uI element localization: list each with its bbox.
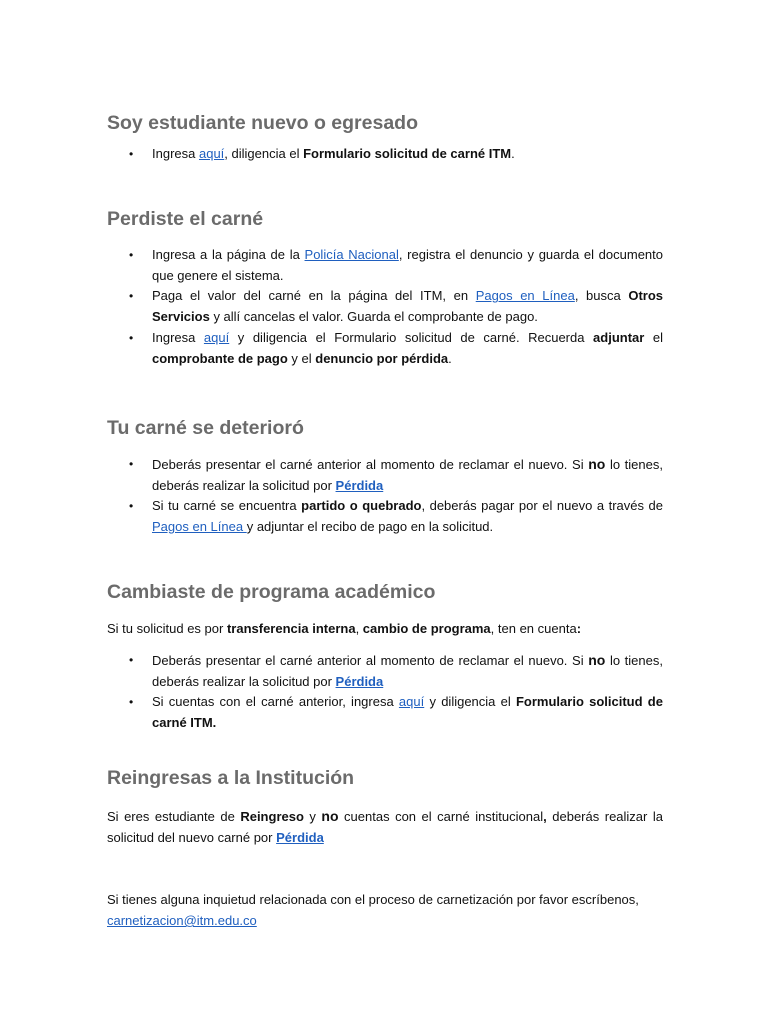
perdida-link[interactable]: Pérdida bbox=[276, 830, 324, 845]
perdida-link[interactable]: Pérdida bbox=[335, 673, 384, 689]
reingreso-paragraph: Si eres estudiante de Reingreso y no cuentas con el carné institucional, deberás realizar la solicitud del nuevo carné por Pérdida bbox=[107, 808, 663, 845]
email-link[interactable]: carnetizacion@itm.edu.co bbox=[107, 913, 257, 928]
pagos-en-linea-link[interactable]: Pagos en Línea bbox=[475, 288, 575, 304]
heading-carne-deteriorado: Tu carné se deterioró bbox=[107, 417, 304, 439]
cambio-programa-intro: Si tu solicitud es por transferencia interna, cambio de programa, ten en cuenta: bbox=[107, 621, 582, 636]
heading-reingreso: Reingresas a la Institución bbox=[107, 767, 355, 789]
pagos-en-linea-link[interactable]: Pagos en Línea bbox=[152, 519, 247, 535]
contact-paragraph: Si tienes alguna inquietud relacionada con el proceso de carnetización por favor escríbenos, carnetizacion@itm.edu.co bbox=[107, 892, 639, 928]
aqui-link[interactable]: aquí bbox=[203, 329, 230, 345]
bullet-icon: • bbox=[129, 248, 134, 262]
bullet-icon: • bbox=[129, 499, 134, 514]
list-estudiante-nuevo bbox=[107, 144, 663, 165]
bullet-icon: • bbox=[129, 653, 134, 667]
bullet-icon: • bbox=[129, 457, 134, 471]
policia-nacional-link[interactable]: Policía Nacional bbox=[304, 247, 399, 262]
aqui-link[interactable]: aquí bbox=[398, 694, 425, 710]
heading-estudiante-nuevo: Soy estudiante nuevo o egresado bbox=[107, 112, 418, 134]
list-item: • Ingresa aquí, diligencia el Formulario solicitud de carné ITM. bbox=[107, 144, 663, 165]
list-item: • Si cuentas con el carné anterior, ingresa aquí y diligencia el Formulario solicitud de carné ITM. bbox=[129, 694, 663, 731]
bullet-icon: • bbox=[129, 147, 134, 161]
aqui-link[interactable]: aquí bbox=[198, 146, 225, 161]
list-cambio-programa bbox=[107, 650, 663, 734]
perdida-link[interactable]: Pérdida bbox=[335, 477, 384, 493]
list-carne-deteriorado bbox=[107, 454, 663, 538]
heading-cambio-programa: Cambiaste de programa académico bbox=[107, 581, 436, 603]
list-item: • Ingresa aquí y diligencia el Formulario solicitud de carné. Recuerda adjuntar el comprobante de pago y el denuncio por pérdida. bbox=[129, 329, 663, 366]
list-item: • Ingresa a la página de la Policía Nacional, registra el denuncio y guarda el documento que genere el sistema. bbox=[129, 247, 664, 283]
list-item: • Paga el valor del carné en la página del ITM, en Pagos en Línea, busca Otros Servicios y allí cancelas el valor. Guarda el comprobante de pago. bbox=[129, 288, 664, 325]
bullet-icon: • bbox=[129, 330, 134, 345]
list-perdiste-carne bbox=[107, 245, 663, 369]
heading-perdiste-carne: Perdiste el carné bbox=[107, 208, 264, 230]
bullet-icon: • bbox=[129, 289, 134, 304]
list-item: • Deberás presentar el carné anterior al momento de reclamar el nuevo. Si no lo tienes, deberás realizar la solicitud por Pérdida bbox=[129, 652, 663, 689]
bullet-icon: • bbox=[129, 695, 134, 710]
list-item: • Deberás presentar el carné anterior al momento de reclamar el nuevo. Si no lo tienes, deberás realizar la solicitud por Pérdida bbox=[129, 456, 663, 493]
list-item: • Si tu carné se encuentra partido o quebrado, deberás pagar por el nuevo a través de Pagos en Línea y adjuntar el recibo de pago en la solicitud. bbox=[129, 498, 663, 535]
